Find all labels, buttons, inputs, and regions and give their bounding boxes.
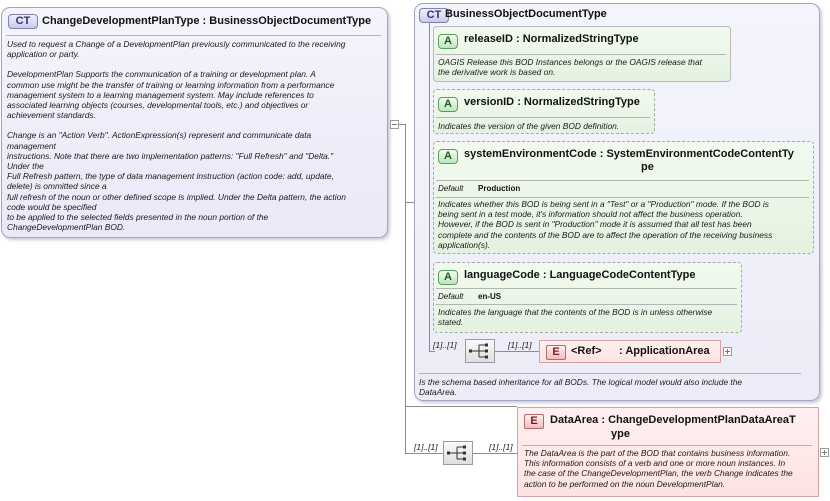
doc-line: common use might be the transfer of training or learning information from a performance bbox=[7, 79, 335, 90]
doc-line: This information consists of a verb and one or more noun instances. In bbox=[524, 458, 786, 469]
attribute-name: languageCode bbox=[464, 269, 540, 281]
root-documentation bbox=[7, 39, 385, 232]
default-value: Production bbox=[478, 184, 521, 193]
root-type: BusinessObjectDocumentType bbox=[209, 15, 372, 27]
expand-toggle-icon[interactable] bbox=[723, 347, 732, 356]
badge-label: A bbox=[444, 35, 452, 47]
connector-line bbox=[473, 453, 517, 454]
complex-type-icon bbox=[8, 14, 38, 29]
default-label: Default bbox=[438, 184, 464, 193]
attribute-type-wrap: pe bbox=[641, 161, 654, 173]
base-title bbox=[445, 8, 607, 20]
attribute-title: versionID : NormalizedStringType bbox=[464, 96, 640, 108]
element-data-area[interactable] bbox=[517, 407, 819, 497]
attribute-documentation bbox=[438, 307, 738, 327]
outer-sequence-multiplicity: [1]..[1] bbox=[414, 442, 438, 452]
root-complex-type[interactable] bbox=[1, 7, 388, 238]
element-icon bbox=[546, 345, 566, 360]
badge-label: CT bbox=[15, 15, 31, 27]
doc-line: Full Refresh pattern, the type of data management instruction (action code: add, update, bbox=[7, 171, 334, 182]
doc-line: management system to a learning management system. May include references to bbox=[7, 89, 314, 100]
badge-label: A bbox=[444, 98, 452, 110]
attribute-documentation bbox=[438, 121, 652, 131]
doc-line: management bbox=[7, 140, 56, 151]
base-name: BusinessObjectDocumentType bbox=[445, 8, 607, 20]
attribute-type: NormalizedStringType bbox=[522, 33, 639, 45]
attribute-icon bbox=[438, 34, 458, 49]
doc-line: achievement standards. bbox=[7, 110, 96, 121]
element-name: ApplicationArea bbox=[625, 345, 710, 357]
element-type-wrap: ype bbox=[611, 428, 630, 440]
doc-line: Indicates whether this BOD is being sent in a "Test" or a "Production" mode. If the BOD is bbox=[438, 199, 769, 209]
doc-line: being sent in a test mode, it's information should not affect the business operation. bbox=[438, 209, 743, 220]
divider bbox=[419, 373, 801, 374]
badge-label: E bbox=[552, 346, 560, 358]
expand-toggle-icon[interactable] bbox=[820, 448, 829, 457]
doc-line: associated learning objects (courses, developmental tools, etc.) and objectives or bbox=[7, 100, 309, 111]
divider bbox=[6, 35, 381, 36]
divider bbox=[436, 117, 650, 118]
default-label: Default bbox=[438, 292, 464, 301]
divider bbox=[436, 197, 809, 198]
doc-line: to be applied to the selected fields presented in the noun portion of the bbox=[7, 212, 269, 223]
collapse-toggle-icon[interactable] bbox=[390, 120, 399, 129]
base-complex-type[interactable] bbox=[414, 3, 820, 401]
attribute-languageCode[interactable] bbox=[433, 262, 742, 333]
sequence-multiplicity: [1]..[1] bbox=[433, 340, 457, 350]
attribute-title: releaseID : NormalizedStringType bbox=[464, 33, 639, 45]
element-multiplicity: [1]..[1] bbox=[489, 442, 513, 452]
doc-line: OAGIS Release this BOD Instances belongs or the OAGIS release that bbox=[438, 57, 702, 67]
attribute-title: systemEnvironmentCode : SystemEnvironmentCodeContentTy bbox=[464, 148, 794, 160]
sequence-compositor-icon[interactable] bbox=[465, 339, 495, 363]
attribute-systemEnvironmentCode[interactable] bbox=[433, 141, 814, 254]
attribute-type: LanguageCodeContentType bbox=[549, 269, 696, 281]
attribute-connector bbox=[429, 22, 430, 352]
badge-label: E bbox=[530, 415, 538, 427]
attribute-documentation bbox=[438, 199, 812, 250]
doc-line: Indicates the version of the given BOD definition. bbox=[438, 121, 620, 131]
attribute-name: versionID bbox=[464, 96, 515, 108]
element-application-area[interactable] bbox=[539, 340, 721, 363]
badge-label: A bbox=[444, 150, 452, 162]
doc-line: application(s). bbox=[438, 239, 491, 250]
base-documentation bbox=[419, 377, 809, 397]
attribute-type-continued bbox=[641, 161, 654, 173]
divider bbox=[436, 304, 737, 305]
doc-line: complete and the contents of the BOD are to affect the operation of the receiving business bbox=[438, 229, 773, 240]
doc-line: The DataArea is the part of the BOD that contains business information. bbox=[524, 448, 791, 458]
doc-line: code would be specified bbox=[7, 201, 97, 212]
attribute-name: systemEnvironmentCode bbox=[464, 148, 597, 160]
attribute-icon bbox=[438, 97, 458, 112]
element-multiplicity: [1]..[1] bbox=[508, 340, 532, 350]
element-ref-label: <Ref> bbox=[571, 345, 602, 357]
doc-line: Change is an "Action Verb". ActionExpression(s) represent and communicate data bbox=[7, 130, 312, 141]
doc-line: full refresh of the noun or other defined scope is implied. Under the Delta pattern, the action bbox=[7, 191, 346, 202]
element-title: DataArea : ChangeDevelopmentPlanDataAreaT bbox=[550, 414, 796, 426]
divider bbox=[522, 445, 812, 446]
element-type: ChangeDevelopmentPlanDataAreaT bbox=[608, 414, 796, 426]
doc-line: application or party. bbox=[7, 49, 80, 60]
connector-line bbox=[405, 406, 517, 407]
connector-line bbox=[405, 453, 443, 454]
attribute-title: languageCode : LanguageCodeContentType bbox=[464, 269, 696, 281]
attribute-type: SystemEnvironmentCodeContentTy bbox=[606, 148, 794, 160]
connector-line bbox=[429, 351, 435, 352]
root-title: ChangeDevelopmentPlanType : BusinessObjectDocumentType bbox=[42, 15, 372, 27]
attribute-icon bbox=[438, 270, 458, 285]
doc-line: Under the bbox=[7, 161, 44, 172]
attribute-name: releaseID bbox=[464, 33, 513, 45]
doc-line: ChangeDevelopmentPlan BOD. bbox=[7, 222, 126, 233]
connector-line bbox=[405, 124, 406, 453]
doc-line: Is the schema based inheritance for all BODs. The logical model would also include the bbox=[419, 377, 743, 387]
doc-line: Indicates the language that the contents of the BOD is in unless otherwise bbox=[438, 307, 713, 317]
doc-line: the case of the ChangeDevelopmentPlan, the verb Change indicates the bbox=[524, 468, 793, 479]
element-type-continued bbox=[611, 428, 630, 440]
badge-label: CT bbox=[426, 9, 442, 21]
divider bbox=[436, 288, 737, 289]
doc-line: delete) is ommitted since a bbox=[7, 181, 107, 192]
doc-line: instructions. Note that there are two implementation patterns: "Full Refresh" and "Delta." bbox=[7, 150, 334, 161]
doc-line: DevelopmentPlan Supports the communication of a training or development plan. A bbox=[7, 69, 316, 80]
divider bbox=[436, 180, 809, 181]
default-value: en-US bbox=[478, 292, 502, 301]
doc-line: action to be performed on the noun DevelopmentPlan. bbox=[524, 478, 726, 489]
connector-line bbox=[495, 351, 539, 352]
element-documentation bbox=[524, 448, 816, 489]
attribute-versionID[interactable] bbox=[433, 89, 655, 134]
connector-line bbox=[405, 202, 414, 203]
doc-line: DataArea. bbox=[419, 387, 457, 398]
attribute-documentation bbox=[438, 57, 730, 77]
badge-label: A bbox=[444, 271, 452, 283]
doc-line: the derivative work is based on. bbox=[438, 67, 556, 78]
element-title: : ApplicationArea bbox=[619, 345, 710, 357]
element-name: DataArea bbox=[550, 414, 599, 426]
outer-sequence-compositor-icon[interactable] bbox=[443, 441, 473, 465]
doc-line: However, if the BOD is sent in "Production" mode it is assumed that all test has been bbox=[438, 219, 752, 230]
attribute-releaseID[interactable] bbox=[433, 26, 731, 82]
element-icon bbox=[524, 414, 544, 429]
divider bbox=[436, 54, 726, 55]
attribute-type: NormalizedStringType bbox=[523, 96, 640, 108]
attribute-icon bbox=[438, 149, 458, 164]
doc-line: stated. bbox=[438, 317, 464, 328]
doc-line: Used to request a Change of a DevelopmentPlan previously communicated to the receiving bbox=[7, 39, 346, 49]
root-name: ChangeDevelopmentPlanType bbox=[42, 15, 200, 27]
